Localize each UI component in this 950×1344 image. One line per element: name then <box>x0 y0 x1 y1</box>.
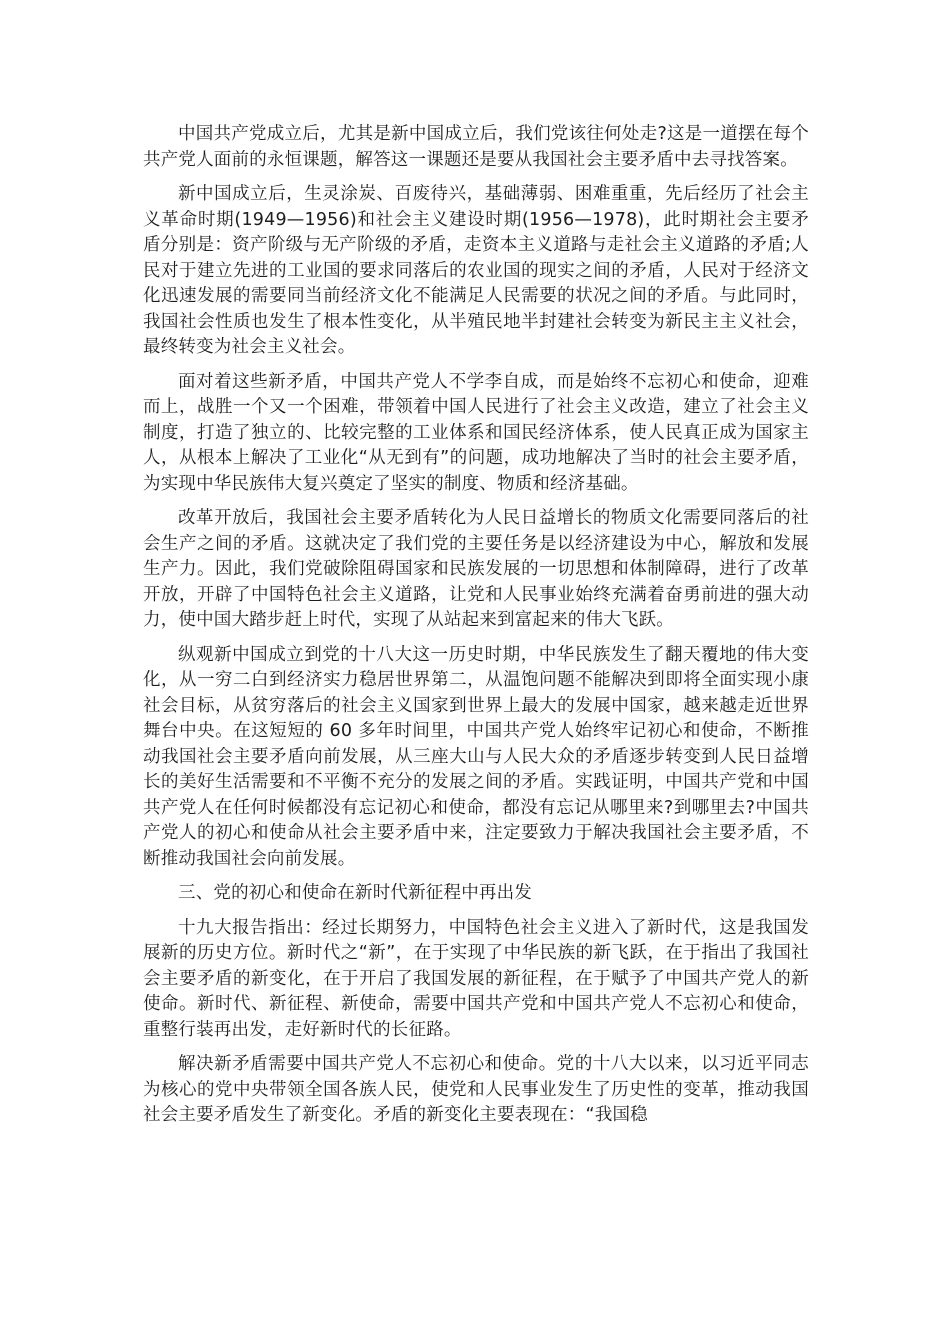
paragraph-7: 解决新矛盾需要中国共产党人不忘初心和使命。党的十八大以来，以习近平同志为核心的党中央带领全国各族人民，使党和人民事业发生了历史性的变革，推动我国社会主要矛盾发生了新变化。矛盾的新变化主要表现在：“我国稳 <box>143 1054 809 1125</box>
section-heading: 三、党的初心和使命在新时代新征程中再出发 <box>178 883 532 903</box>
paragraph-5: 纵观新中国成立到党的十八大这一历史时期，中华民族发生了翻天覆地的伟大变化，从一穷二白到经济实力稳居世界第二，从温饱问题不能解决到即将全面实现小康社会目标，从贫穷落后的社会主义国家到世界上最大的发展中国家，越来越走近世界舞台中央。在这短短的 60 多年时间里，中国共产党人始终牢记初心和使命，不断推动我国社会主要矛盾向前发展，从三座大山与人民大众的矛盾逐步转变到人民日益增长的美好生活需要和不平衡不充分的发展之间的矛盾。实践证明，中国共产党和中国共产党人在任何时候都没有忘记初心和使命，都没有忘记从哪里来?到哪里去?中国共产党人的初心和使命从社会主要矛盾中来，注定要致力于解决我国社会主要矛盾，不断推动我国社会向前发展。 <box>143 644 809 869</box>
paragraph-3: 面对着这些新矛盾，中国共产党人不学李自成，而是始终不忘初心和使命，迎难而上，战胜一个又一个困难，带领着中国人民进行了社会主义改造，建立了社会主义制度，打造了独立的、比较完整的工业体系和国民经济体系，使人民真正成为国家主人，从根本上解决了工业化“从无到有”的问题，成功地解决了当时的社会主要矛盾，为实现中华民族伟大复兴奠定了坚实的制度、物质和经济基础。 <box>143 371 809 494</box>
paragraph-2: 新中国成立后，生灵涂炭、百废待兴，基础薄弱、困难重重，先后经历了社会主义革命时期(1949—1956)和社会主义建设时期(1956—1978)，此时期社会主要矛盾分别是：资产阶级与无产阶级的矛盾，走资本主义道路与走社会主义道路的矛盾;人民对于建立先进的工业国的要求同落后的农业国的现实之间的矛盾，人民对于经济文化迅速发展的需要同当前经济文化不能满足人民需要的状况之间的矛盾。与此同时，我国社会性质也发生了根本性变化，从半殖民地半封建社会转变为新民主主义社会，最终转变为社会主义社会。 <box>143 184 809 357</box>
paragraph-4: 改革开放后，我国社会主要矛盾转化为人民日益增长的物质文化需要同落后的社会生产之间的矛盾。这就决定了我们党的主要任务是以经济建设为中心，解放和发展生产力。因此，我们党破除阻碍国家和民族发展的一切思想和体制障碍，进行了改革开放，开辟了中国特色社会主义道路，让党和人民事业始终充满着奋勇前进的强大动力，使中国大踏步赶上时代，实现了从站起来到富起来的伟大飞跃。 <box>143 508 809 630</box>
document-page <box>143 122 809 1138</box>
paragraph-6: 十九大报告指出：经过长期努力，中国特色社会主义进入了新时代，这是我国发展新的历史方位。新时代之“新”，在于实现了中华民族的新飞跃，在于指出了我国社会主要矛盾的新变化，在于开启了我国发展的新征程，在于赋予了中国共产党人的新使命。新时代、新征程、新使命，需要中国共产党和中国共产党人不忘初心和使命，重整行装再出发，走好新时代的长征路。 <box>143 917 809 1040</box>
paragraph-1: 中国共产党成立后，尤其是新中国成立后，我们党该往何处走?这是一道摆在每个共产党人面前的永恒课题，解答这一课题还是要从我国社会主要矛盾中去寻找答案。 <box>143 124 809 170</box>
